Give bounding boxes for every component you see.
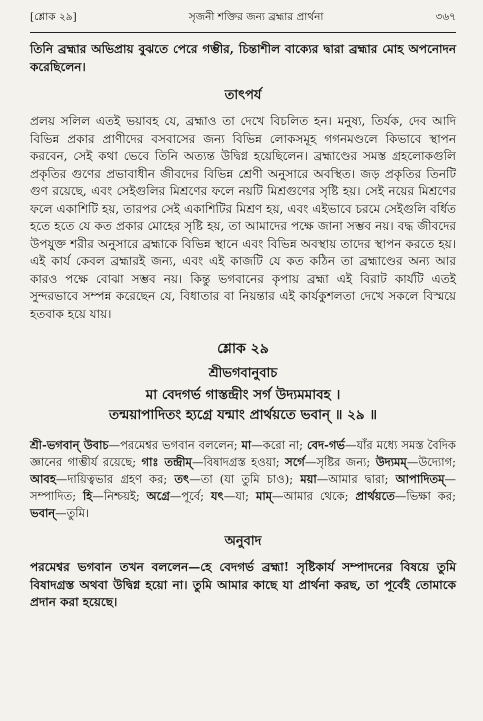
intro-section xyxy=(30,41,456,76)
purport-text: প্রলয় সলিল এতই ভয়াবহ যে, ব্রহ্মাও তা দেখে বিচলিত হন। মনুষ্য, তির্যক, দেব আদি বিভিন্ন প্রকার প্রাণীদের বসবাসের জন্য বিভিন্ন লোকসমূহ গগনমণ্ডলে কিভাবে স্থাপন করবেন, সেই কথা ভেবে তিনি অত্যন্ত উদ্বিগ্ন হয়েছিলেন। ব্রহ্মাণ্ডের সমস্ত গ্রহলোকগুলি প্রকৃতির গুণের প্রভাবাধীন জীবদের বিভিন্ন শ্রেণী অনুসারে অবস্থিত। জড় প্রকৃতির তিনটি গুণ রয়েছে, এবং সেইগুলির মিশ্রণের ফলে নয়টি মিশ্রগুণের সৃষ্টি হয়। সেই নয়ের মিশ্রণের ফলে একাশিটি হয়, তারপর সেই একাশিটির মিশ্রণ হয়, এবং এইভাবে চরমে সেইগুলি বর্ধিত হতে হতে যে কত প্রকার মোহের সৃষ্টি হয়, তা আমাদের পক্ষে জানা সম্ভব নয়। বদ্ধ জীবদের উপযুক্ত শরীর অনুসারে ব্রহ্মাকে বিভিন্ন স্থানে এবং বিভিন্ন অবস্থায় তাদের স্থাপন করতে হয়। এই কার্য কেবল ব্রহ্মারই জন্য, এবং এই কাজটি যে কত কঠিন তা ব্রহ্মাণ্ডের অন্য আর কারও পক্ষে বোঝা সম্ভব নয়। কিন্তু ভগবানের কৃপায় ব্রহ্মা এই বিরাট কার্যটি এতই সুন্দরভাবে সম্পন্ন করেছেন যে, বিধাতার বা নিয়ন্তার এই কার্যকুশলতা দেখে সকলে বিস্ময়ে হতবাক হয়ে যায়। xyxy=(30,114,456,321)
synonym-meaning: —তা (যা তুমি চাও); xyxy=(189,472,301,486)
synonym-word: যৎ xyxy=(210,489,224,503)
synonym-word: ময়া xyxy=(300,472,317,486)
synonym-word: তৎ xyxy=(174,472,190,486)
synonym-meaning: —যা; xyxy=(223,489,256,503)
synonym-word: প্রার্থয়তে xyxy=(355,489,395,503)
page-header xyxy=(30,10,456,33)
synonym-word: উদ্যমম্‌ xyxy=(375,455,407,469)
synonym-meaning: —তুমি। xyxy=(55,506,90,520)
synonym-word: শ্রী-ভগবান্‌ উবাচ xyxy=(30,438,109,452)
synonym-meaning: —আমার দ্বারা; xyxy=(316,472,396,486)
synonym-word: অগ্রে xyxy=(146,489,170,503)
translation-heading: অনুবাদ xyxy=(224,534,262,549)
verse-title: শ্লোক ২৯ xyxy=(217,341,269,357)
synonym-word: মা xyxy=(241,438,252,452)
synonym-meaning: —সৃষ্টির জন্য; xyxy=(304,455,376,469)
purport-heading: তাৎপর্য xyxy=(224,88,262,103)
header-chapter-title: সৃজনী শক্তির জন্য ব্রহ্মার প্রার্থনা xyxy=(188,11,324,23)
intro-text: তিনি ব্রহ্মার অভিপ্রায় বুঝতে পেরে গম্ভীর, চিন্তাশীল বাক্যের দ্বারা ব্রহ্মার মোহ অপনোদন করেছিলেন। xyxy=(30,42,456,74)
synonym-meaning: —পূর্বে; xyxy=(169,489,211,503)
synonym-meaning: —দায়িত্বভার গ্রহণ কর; xyxy=(55,472,175,486)
synonym-word: ভবান্‌ xyxy=(30,506,56,520)
verse-line-1: মা বেদগর্ভ গাস্তন্দ্রীং সর্গ উদ্যমমাবহ । xyxy=(145,387,341,403)
synonyms-text xyxy=(30,437,456,522)
synonym-word: মাম্‌ xyxy=(255,489,273,503)
synonym-meaning: —সম্পাদিত; xyxy=(30,472,456,503)
verse-speaker: শ্রীভগবানুবাচ xyxy=(208,366,278,381)
synonym-word: গাঃ তন্দ্রীম্‌ xyxy=(141,455,192,469)
synonym-word: হি xyxy=(82,489,93,503)
synonym-word: সর্গে xyxy=(285,455,305,469)
header-verse-ref: [শ্লোক ২৯] xyxy=(30,11,77,23)
synonym-word: বেদ-গর্ভ xyxy=(306,438,345,452)
synonym-word: আপাদিতম্‌ xyxy=(395,472,445,486)
synonym-meaning: —নিশ্চয়ই; xyxy=(92,489,147,503)
synonym-meaning: —বিষাদগ্রস্ত হওয়া; xyxy=(191,455,286,469)
synonym-meaning: —পরমেশ্বর ভগবান বললেন; xyxy=(108,438,242,452)
synonym-meaning: —উদ্যোগ; xyxy=(406,455,457,469)
synonym-meaning: —করো না; xyxy=(251,438,307,452)
synonyms-section xyxy=(30,437,456,522)
synonym-meaning: —ভিক্ষা কর; xyxy=(394,489,456,503)
page-number: ৩৬৭ xyxy=(435,11,456,23)
synonym-meaning: —আমার থেকে; xyxy=(272,489,356,503)
translation-text: পরমেশ্বর ভগবান তখন বললেন—হে বেদগর্ভ ব্রহ্মা! সৃষ্টিকার্য সম্পাদনের বিষয়ে তুমি বিষাদগ্রস্ত অথবা উদ্বিগ্ন হয়ো না। তুমি আমার কাছে যা প্রার্থনা করছ, তা পূর্বেই তোমাকে প্রদান করা হয়েছে। xyxy=(30,560,456,609)
synonym-meaning: —যাঁর মধ্যে সমস্ত বৈদিক জ্ঞানের গাম্ভীর্য রয়েছে; xyxy=(30,438,456,469)
verse-line-2: তন্ময়াপাদিতং হ্যগ্রে যন্মাং প্রার্থয়তে ভবান্‌ ॥ ২৯ ॥ xyxy=(109,407,377,423)
synonym-word: আবহ xyxy=(30,472,56,486)
book-page xyxy=(30,10,456,612)
